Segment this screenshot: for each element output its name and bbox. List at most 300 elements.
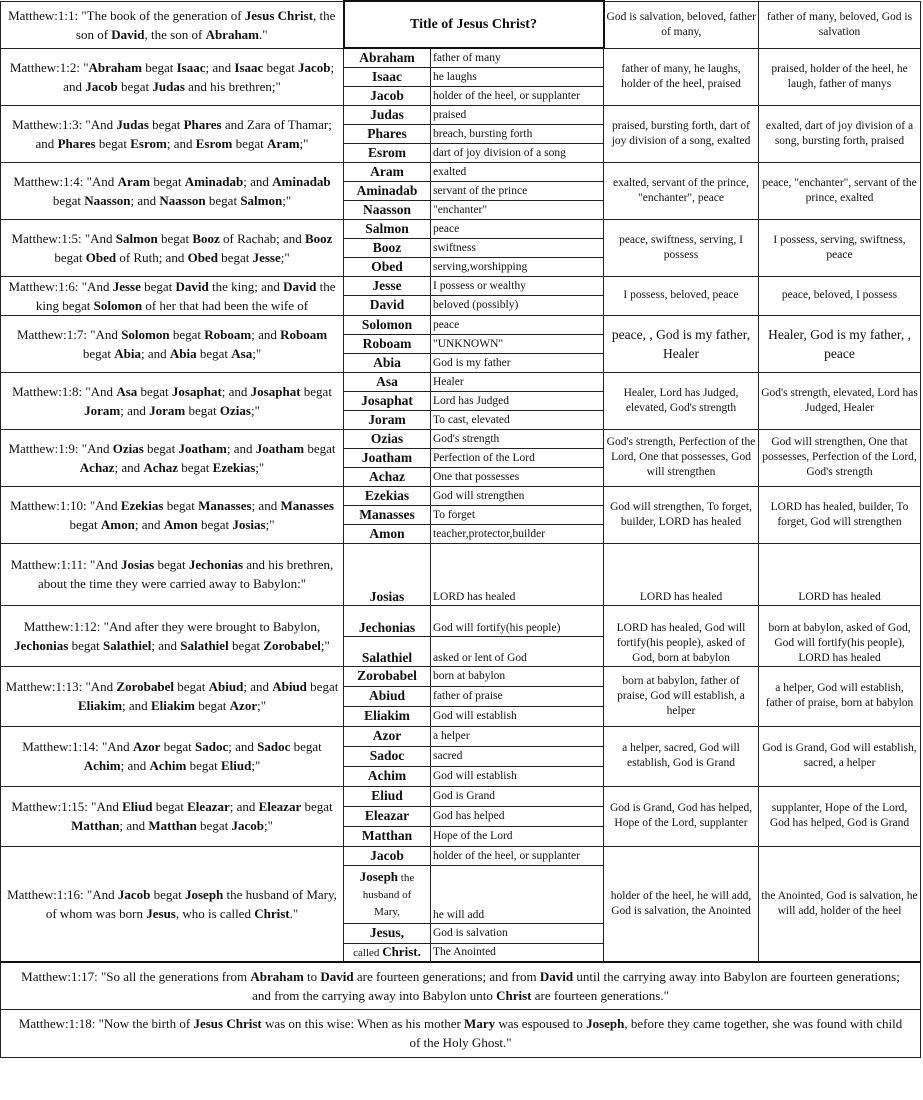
name-row: [1, 846, 921, 865]
person-name: Sadoc: [344, 746, 431, 766]
name-meaning: he laughs: [431, 67, 604, 86]
verse-name: Manasses: [198, 497, 252, 513]
verse-cell: [1, 726, 344, 786]
verse-name: Asa: [231, 345, 253, 361]
name-meaning: God is my father: [431, 353, 604, 372]
verse-fragment: Matthew:1:2: ": [9, 59, 89, 75]
verse-fragment: ; and: [130, 192, 160, 208]
meaning-forward: God's strength, Perfection of the Lord, One that possesses, God will strengthen: [604, 429, 759, 486]
verse-fragment: begat: [263, 59, 298, 75]
person-name: Jacob: [344, 846, 431, 865]
verse-fragment: ; and: [226, 440, 256, 456]
verse-name: Esrom: [195, 135, 233, 151]
verse-name: Sadoc: [257, 739, 291, 754]
verse-fragment: was espoused to: [495, 1016, 587, 1031]
name-meaning: Healer: [431, 372, 604, 391]
verse-fragment: the husband of Mary, of whom was born: [45, 886, 337, 921]
verse-fragment: begat: [152, 799, 188, 814]
meaning-forward: LORD has healed: [604, 543, 759, 605]
verse-name: Phares: [183, 116, 222, 132]
verse-name: Aminadab: [184, 173, 244, 189]
name-meaning: God is salvation: [431, 923, 604, 943]
verse-text: [12, 231, 333, 265]
verse-fragment: ; and: [243, 679, 273, 694]
verse-text: [19, 1016, 902, 1050]
verse-fragment: begat: [150, 886, 185, 902]
verse-fragment: begat: [186, 758, 221, 773]
verse-fragment: ; and: [229, 799, 259, 814]
verse-fragment: begat: [173, 679, 209, 694]
verse-name: Jechonias: [14, 637, 69, 653]
verse-fragment: Matthew:1:15: "And: [11, 799, 123, 814]
meaning-reverse: born at babylon, asked of God, God will fortify(his people), LORD has healed: [759, 605, 921, 666]
verse-name: Jesus Christ: [193, 1016, 262, 1031]
verse-fragment: ; and: [134, 516, 164, 532]
verse-fragment: Matthew:1:14: "And: [22, 739, 133, 754]
verse-name: Aminadab: [272, 173, 331, 189]
verse-fragment: ;": [263, 818, 273, 833]
person-name: Aram: [344, 162, 431, 181]
verse-name: Abia: [169, 345, 197, 361]
meaning-reverse: God is Grand, God will establish, sacred, a helper: [759, 726, 921, 786]
verse-fragment: begat: [163, 497, 199, 513]
person-name: Ozias: [344, 429, 431, 448]
verse-fragment: begat: [195, 698, 230, 713]
name-row: [1, 486, 921, 505]
verse-name: Salmon: [115, 230, 158, 246]
verse-name: Obed: [187, 249, 218, 265]
name-meaning: a helper: [431, 726, 604, 746]
verse-name: Manasses: [280, 497, 334, 513]
meaning-forward: peace, swiftness, serving, I possess: [604, 219, 759, 276]
verse-name: Matthan: [148, 818, 197, 833]
verse-name: Esrom: [130, 135, 167, 151]
verse-name: Achim: [83, 758, 121, 773]
person-name: Naasson: [344, 200, 431, 219]
person-name: Azor: [344, 726, 431, 746]
verse-fragment: Matthew:1:4: "And: [13, 173, 118, 189]
verse-fragment: begat: [154, 557, 189, 572]
verse-cell: [1, 219, 344, 276]
verse-fragment: ;": [299, 135, 309, 151]
verse-cell: [1, 48, 344, 105]
verse-cell: [1, 105, 344, 162]
verse-fragment: to: [303, 968, 321, 984]
person-name: Asa: [344, 372, 431, 391]
verse-text: [8, 441, 335, 475]
meaning-reverse: supplanter, Hope of the Lord, God has helped, God is Grand: [759, 786, 921, 846]
verse-fragment: ; and: [151, 637, 181, 653]
verse-fragment: ;": [265, 516, 275, 532]
verse-name: Ozias: [112, 440, 144, 456]
name-meaning: God will fortify(his people): [431, 605, 604, 636]
verse-text: [8, 8, 335, 42]
verse-fragment: begat: [290, 739, 322, 754]
verse-fragment: begat: [69, 516, 101, 532]
verse-fragment: Matthew:1:1: "The book of the generation of: [8, 7, 245, 23]
verse-name: Jechonias: [188, 557, 244, 572]
name-meaning: God's strength: [431, 429, 604, 448]
verse-name: Joseph: [185, 886, 224, 902]
meaning-forward: father of many, he laughs, holder of the heel, praised: [604, 48, 759, 105]
person-name-christ: [344, 943, 431, 962]
verse-name: Achaz: [79, 459, 115, 475]
name-row: [1, 315, 921, 334]
name-meaning: "UNKNOWN": [431, 334, 604, 353]
person-name: Josaphat: [344, 391, 431, 410]
verse-name: Joseph: [586, 1016, 625, 1031]
name-row: [1, 666, 921, 686]
name-meaning: father of praise: [431, 686, 604, 706]
verse-fragment: begat: [95, 135, 131, 151]
verse-fragment: begat: [232, 135, 268, 151]
verse-name: Joram: [149, 402, 186, 418]
verse-fragment: begat: [54, 249, 86, 265]
verse-fragment: begat: [306, 679, 339, 694]
verse-fragment: of Rachab; and: [219, 230, 305, 246]
genealogy-table-body: [1, 1, 921, 1057]
name-meaning: beloved (possibly): [431, 296, 604, 316]
verse-fragment: Matthew:1:9: "And: [8, 440, 113, 456]
verse-name: Jesus: [146, 905, 176, 921]
verse-fragment: ;": [282, 192, 292, 208]
verse-name: Isaac: [176, 59, 206, 75]
verse-fragment: Matthew:1:6: "And: [8, 278, 113, 294]
person-name: Salathiel: [344, 636, 431, 666]
verse-fragment: Matthew:1:8: "And: [12, 383, 117, 399]
name-meaning: he will add: [431, 865, 604, 923]
verse-fragment: ; and: [221, 383, 251, 399]
person-name: Jesus,: [344, 923, 431, 943]
verse-fragment: Matthew:1:18: "Now the birth of: [18, 1016, 194, 1031]
name-row: [1, 219, 921, 238]
verse-name: Aram: [267, 135, 300, 151]
verse-cell: [1, 666, 344, 726]
verse-fragment: Matthew:1:5: "And: [11, 230, 116, 246]
name-meaning: breach, bursting forth: [431, 124, 604, 143]
verse-fragment: Matthew:1:17: "So all the generations from: [21, 968, 251, 984]
verse-name: Matthan: [71, 818, 120, 833]
person-name: Phares: [344, 124, 431, 143]
name-prefix: called: [353, 946, 383, 959]
verse-fragment: ;": [257, 698, 267, 713]
footer-row: [1, 1009, 921, 1057]
person-name: Eliud: [344, 786, 431, 806]
meaning-reverse: the Anointed, God is salvation, he will add, holder of the heel: [759, 846, 921, 962]
verse-fragment: of her that had been the wife of: [142, 297, 309, 313]
verse-fragment: the king begat: [35, 278, 336, 313]
name-meaning: dart of joy division of a song: [431, 143, 604, 162]
verse-fragment: , the son of: [144, 26, 206, 42]
header-row: [1, 1, 921, 48]
person-name: Matthan: [344, 826, 431, 846]
meaning-reverse: LORD has healed: [759, 543, 921, 605]
verse-fragment: begat: [196, 345, 232, 361]
verse-text: [7, 887, 337, 921]
verse-name: Eliud: [220, 758, 252, 773]
verse-fragment: ; and: [140, 345, 170, 361]
verse-text: [12, 384, 332, 418]
meaning-reverse: peace, "enchanter", servant of the prince, exalted: [759, 162, 921, 219]
verse-name: Jacob: [297, 59, 331, 75]
verse-fragment: Matthew:1:11: "And: [10, 557, 121, 572]
verse-fragment: ; and: [251, 326, 281, 342]
verse-fragment: ; and: [228, 739, 258, 754]
verse-fragment: ; and: [119, 818, 149, 833]
meaning-reverse: exalted, dart of joy division of a song, bursting forth, praised: [759, 105, 921, 162]
verse-text: [22, 739, 322, 773]
name-row: [1, 48, 921, 67]
verse-name: Jacob: [117, 886, 151, 902]
verse-fragment: begat: [196, 818, 232, 833]
verse-fragment: ;": [320, 637, 330, 653]
verse-fragment: ;": [250, 402, 260, 418]
verse-fragment: and Zara of Thamar; and: [35, 116, 332, 151]
meaning-forward: peace, , God is my father, Healer: [604, 315, 759, 372]
column-title: Title of Jesus Christ?: [344, 1, 604, 48]
verse-name: Salathiel: [102, 637, 152, 653]
verse-fragment: begat: [301, 799, 333, 814]
verse-name: Salathiel: [180, 637, 229, 653]
verse-cell: [1, 372, 344, 429]
verse-fragment: .": [259, 26, 268, 42]
verse-name: Booz: [192, 230, 220, 246]
meaning-reverse: LORD has healed, builder, To forget, God will strengthen: [759, 486, 921, 543]
verse-name: Amon: [163, 516, 198, 532]
verse-fragment: begat: [169, 326, 205, 342]
meaning-reverse: a helper, God will establish, father of praise, born at babylon: [759, 666, 921, 726]
verse-name: David: [539, 968, 574, 984]
verse-text: [13, 174, 330, 208]
meaning-forward: God is Grand, God has helped, Hope of the Lord, supplanter: [604, 786, 759, 846]
verse-fragment: begat: [141, 59, 177, 75]
verse-fragment: begat: [228, 637, 264, 653]
name-meaning: serving,worshipping: [431, 257, 604, 276]
verse-fragment: ; and: [243, 173, 273, 189]
person-name: Amon: [344, 524, 431, 543]
person-name-joseph: [344, 865, 431, 923]
verse-name: Abraham: [205, 26, 260, 42]
name-meaning: God will strengthen: [431, 486, 604, 505]
person-name: Achaz: [344, 467, 431, 486]
verse-cell: [1, 315, 344, 372]
meaning-forward: holder of the heel, he will add, God is salvation, the Anointed: [604, 846, 759, 962]
person-name: Jacob: [344, 86, 431, 105]
name-meaning: The Anointed: [431, 943, 604, 962]
person-name: Joseph: [359, 868, 399, 884]
name-meaning: servant of the prince: [431, 181, 604, 200]
verse-name: Ozias: [219, 402, 251, 418]
verse-name: Roboam: [204, 326, 252, 342]
verse-name: Jacob: [85, 78, 118, 94]
footer-row: [1, 962, 921, 1009]
verse-fragment: begat: [148, 116, 184, 132]
verse-name: Amon: [100, 516, 135, 532]
meaning-forward: exalted, servant of the prince, "enchanter", peace: [604, 162, 759, 219]
verse-text: [11, 557, 334, 591]
name-meaning: father of many: [431, 48, 604, 67]
verse-cell: [1, 429, 344, 486]
verse-name: Christ: [254, 905, 290, 921]
verse-name: Judas: [116, 116, 149, 132]
verse-name: Azor: [132, 739, 161, 754]
person-name: Joatham: [344, 448, 431, 467]
verse-fragment: begat: [143, 440, 179, 456]
meaning-reverse: father of many, beloved, God is salvation: [759, 1, 921, 48]
verse-fragment: begat: [197, 516, 233, 532]
verse-name: Zorobabel: [263, 637, 321, 653]
verse-name: Joatham: [255, 440, 305, 456]
verse-fragment: begat: [205, 192, 241, 208]
verse-name: Naasson: [159, 192, 206, 208]
verse-fragment: ;": [251, 758, 261, 773]
verse-fragment: ; and: [120, 758, 150, 773]
verse-text: [14, 619, 330, 653]
person-name: Eleazar: [344, 806, 431, 826]
verse-fragment: Matthew:1:12: "And after they were brought to Babylon,: [23, 618, 321, 634]
verse-name: Zorobabel: [116, 679, 174, 694]
verse-fragment: begat: [300, 383, 332, 399]
meaning-forward: LORD has healed, God will fortify(his people), asked of God, born at babylon: [604, 605, 759, 666]
person-name: Ezekias: [344, 486, 431, 505]
verse-name: Solomon: [121, 326, 170, 342]
verse-fragment: , the son of: [75, 7, 336, 42]
name-row: [1, 372, 921, 391]
name-meaning: "enchanter": [431, 200, 604, 219]
name-meaning: sacred: [431, 746, 604, 766]
verse-name: Achim: [149, 758, 187, 773]
verse-name: Josaphat: [171, 383, 222, 399]
meaning-forward: I possess, beloved, peace: [604, 276, 759, 315]
verse-name: Joram: [84, 402, 121, 418]
person-name: Christ.: [382, 943, 421, 959]
verse-fragment: Matthew:1:13: "And: [5, 679, 117, 694]
name-row: [1, 276, 921, 296]
name-meaning: teacher,protector,builder: [431, 524, 604, 543]
person-name: Aminadab: [344, 181, 431, 200]
name-row: [1, 726, 921, 746]
verse-fragment: begat: [117, 78, 153, 94]
name-meaning: God has helped: [431, 806, 604, 826]
verse-cell: [1, 543, 344, 605]
meaning-forward: God is salvation, beloved, father of many,: [604, 1, 759, 48]
person-name: Achim: [344, 766, 431, 786]
verse-name: Jacob: [231, 818, 264, 833]
meaning-reverse: I possess, serving, swiftness, peace: [759, 219, 921, 276]
verse-cell: [1, 786, 344, 846]
verse-name: Abiud: [208, 679, 244, 694]
meaning-forward: a helper, sacred, God will establish, God is Grand: [604, 726, 759, 786]
verse-name: Solomon: [93, 297, 143, 313]
name-meaning: asked or lent of God: [431, 636, 604, 666]
verse-fragment: ;": [280, 249, 290, 265]
verse-fragment: begat: [157, 230, 193, 246]
name-row: [1, 543, 921, 605]
person-name: Eliakim: [344, 706, 431, 726]
verse-fragment: ; and: [63, 59, 335, 94]
verse-fragment: , before they came together, she was found with child of the Holy Ghost.": [409, 1016, 903, 1050]
meaning-reverse: Healer, God is my father, , peace: [759, 315, 921, 372]
verse-text: [21, 969, 900, 1003]
verse-cell: [1, 1, 344, 48]
verse-name: David: [111, 26, 145, 42]
person-name: David: [344, 296, 431, 316]
verse-name: Booz: [305, 230, 333, 246]
verse-name: Jesse: [112, 278, 141, 294]
verse-text: [12, 117, 332, 151]
person-name: Zorobabel: [344, 666, 431, 686]
verse-cell: [1, 162, 344, 219]
verse-fragment: begat: [68, 637, 103, 653]
verse-name: Abia: [114, 345, 141, 361]
name-meaning: peace: [431, 315, 604, 334]
verse-name: Eliud: [122, 799, 153, 814]
person-name: Obed: [344, 257, 431, 276]
verse-name: Josias: [120, 557, 155, 572]
verse-fragment: ; and: [205, 59, 235, 75]
verse-fragment: ; and: [114, 459, 144, 475]
verse-name: Abiud: [272, 679, 307, 694]
verse-fragment: ; and: [251, 497, 281, 513]
verse-name: Christ: [496, 987, 532, 1003]
name-meaning: exalted: [431, 162, 604, 181]
verse-name: Roboam: [280, 326, 328, 342]
verse-name: Naasson: [84, 192, 131, 208]
person-name: Joram: [344, 410, 431, 429]
verse-name: Obed: [85, 249, 117, 265]
person-name: Jechonias: [344, 605, 431, 636]
verse-cell: [1, 486, 344, 543]
verse-fragment: Matthew:1:7: "And: [16, 326, 122, 342]
name-meaning: To cast, elevated: [431, 410, 604, 429]
verse-name: David: [175, 278, 209, 294]
verse-fragment: ;": [252, 345, 262, 361]
verse-name: Joatham: [178, 440, 227, 456]
name-meaning: One that possesses: [431, 467, 604, 486]
verse-name: Josias: [232, 516, 266, 532]
verse-name: Mary: [464, 1016, 496, 1031]
person-name: Jesse: [344, 276, 431, 296]
verse-cell: [1, 846, 344, 962]
name-suffix: Mary,: [374, 905, 400, 918]
name-meaning: Hope of the Lord: [431, 826, 604, 846]
verse-name: Eleazar: [187, 799, 230, 814]
verse-name: David: [283, 278, 317, 294]
name-meaning: I possess or wealthy: [431, 276, 604, 296]
name-meaning: holder of the heel, or supplanter: [431, 846, 604, 865]
person-name: Manasses: [344, 505, 431, 524]
person-name: Solomon: [344, 315, 431, 334]
name-meaning: peace: [431, 219, 604, 238]
verse-cell: [1, 605, 344, 666]
verse-fragment: and his brethren, about the time they were carried away to Babylon:": [37, 557, 334, 591]
verse-name: Asa: [116, 383, 138, 399]
verse-fragment: .": [289, 905, 299, 921]
verse-name: Azor: [229, 698, 258, 713]
verse-cell-full: [1, 1009, 921, 1057]
verse-name: Josaphat: [250, 383, 301, 399]
name-meaning: To forget: [431, 505, 604, 524]
person-name: Booz: [344, 238, 431, 257]
name-row: [1, 105, 921, 124]
verse-fragment: begat: [160, 739, 196, 754]
verse-name: Jesus Christ: [244, 7, 314, 23]
verse-name: Sadoc: [195, 739, 229, 754]
verse-fragment: ; and: [166, 135, 196, 151]
name-meaning: born at babylon: [431, 666, 604, 686]
name-suffix: husband of: [362, 888, 412, 901]
meaning-forward: Healer, Lord has Judged, elevated, God's strength: [604, 372, 759, 429]
